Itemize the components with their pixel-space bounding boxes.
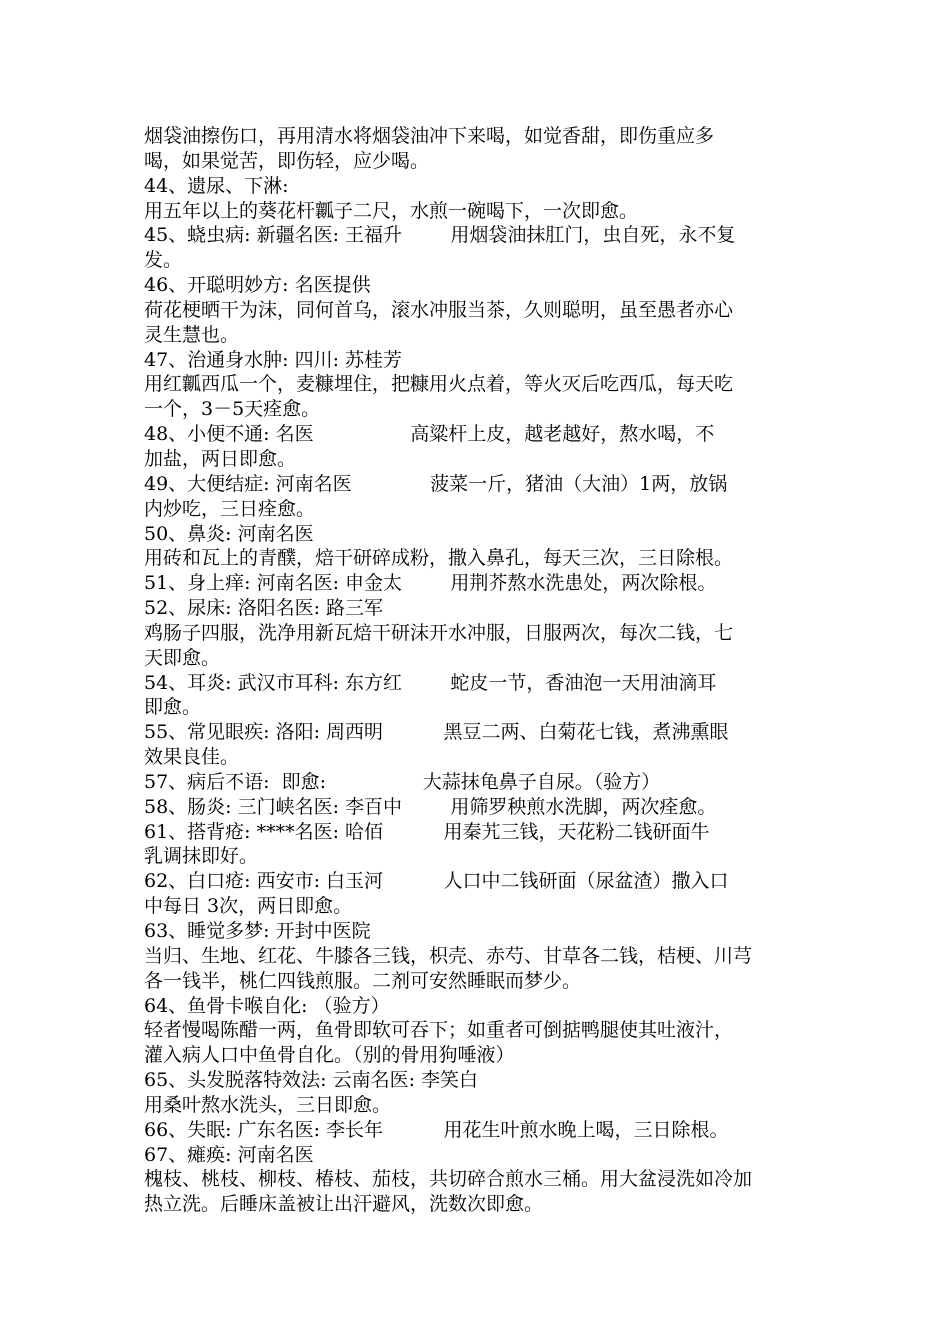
text-line: 各一钱半，桃仁四钱煎服。二剂可安然睡眠而梦少。 <box>144 969 582 992</box>
text-line: 用砖和瓦上的青醭，焙干研碎成粉，撒入鼻孔，每天三次，三日除根。 <box>144 547 734 570</box>
text-line: 61、搭背疮: ****名医: 哈佰 用秦艽三钱，天花粉二钱研面牛 <box>144 820 710 843</box>
text-line: 45、蛲虫病: 新疆名医: 王福升 用烟袋油抹肛门，虫自死，永不复 <box>144 224 736 247</box>
text-line: 中每日 3次，两日即愈。 <box>144 895 353 918</box>
text-line: 44、遗尿、下淋: <box>144 174 289 197</box>
text-line: 一个，3－5天痊愈。 <box>144 398 321 421</box>
text-line: 47、治通身水肿: 四川: 苏桂芳 <box>144 348 403 371</box>
text-line: 乳调抹即好。 <box>144 845 259 868</box>
text-line: 65、头发脱落特效法: 云南名医: 李笑白 <box>144 1069 479 1092</box>
document-text <box>144 124 816 1217</box>
text-line: 灵生慧也。 <box>144 323 240 346</box>
text-line: 天即愈。 <box>144 646 221 669</box>
text-line: 50、鼻炎: 河南名医 <box>144 522 314 545</box>
text-line: 62、白口疮: 西安市: 白玉河 人口中二钱研面（尿盆渣）撒入口 <box>144 870 729 893</box>
text-line: 64、鱼骨卡喉自化: （验方） <box>144 994 390 1017</box>
text-line: 用五年以上的葵花杆瓤子二尺，水煎一碗喝下，一次即愈。 <box>144 199 639 222</box>
text-line: 槐枝、桃枝、柳枝、椿枝、茄枝，共切碎合煎水三桶。用大盆浸洗如冷加 <box>144 1168 753 1191</box>
text-line: 46、开聪明妙方: 名医提供 <box>144 274 371 297</box>
text-line: 57、病后不语: 即愈: 大蒜抹龟鼻子自尿。（验方） <box>144 770 661 793</box>
text-line: 66、失眠: 广东名医: 李长年 用花生叶煎水晚上喝，三日除根。 <box>144 1118 729 1141</box>
text-line: 内炒吃，三日痊愈。 <box>144 497 316 520</box>
text-line: 67、瘫痪: 河南名医 <box>144 1143 314 1166</box>
text-line: 热立洗。后睡床盖被让出汗避风，洗数次即愈。 <box>144 1193 544 1216</box>
text-line: 49、大便结症: 河南名医 菠菜一斤，猪油（大油）1两，放锅 <box>144 472 728 495</box>
text-line: 喝，如果觉苦，即伤轻，应少喝。 <box>144 149 430 172</box>
text-line: 52、尿床: 洛阳名医: 路三军 <box>144 597 384 620</box>
text-line: 用红瓤西瓜一个，麦糠埋住，把糠用火点着，等火灭后吃西瓜，每天吃 <box>144 373 734 396</box>
text-line: 加盐，两日即愈。 <box>144 447 297 470</box>
text-line: 48、小便不通: 名医 高粱杆上皮，越老越好，熬水喝，不 <box>144 423 715 446</box>
text-line: 63、睡觉多梦: 开封中医院 <box>144 920 371 942</box>
text-line: 用桑叶熬水洗头，三日即愈。 <box>144 1093 392 1116</box>
text-line: 效果良佳。 <box>144 746 240 769</box>
text-line: 轻者慢喝陈醋一两，鱼骨即软可吞下；如重者可倒掂鸭腿使其吐液汁， <box>144 1019 734 1042</box>
text-line: 灌入病人口中鱼骨自化。（别的骨用狗唾液） <box>144 1044 515 1067</box>
text-line: 鸡肠子四服，洗净用新瓦焙干研沫开水冲服，日服两次，每次二钱，七 <box>144 621 734 644</box>
text-line: 烟袋油擦伤口，再用清水将烟袋油冲下来喝，如觉香甜，即伤重应多 <box>144 125 715 147</box>
text-line: 54、耳炎: 武汉市耳科: 东方红 蛇皮一节，香油泡一天用油滴耳 <box>144 671 717 694</box>
text-line: 51、身上痒: 河南名医: 申金太 用荆芥熬水洗患处，两次除根。 <box>144 572 717 595</box>
text-line: 荷花梗晒干为沫，同何首乌，滚水冲服当茶，久则聪明，虽至愚者亦心 <box>144 298 734 321</box>
text-line: 58、肠炎: 三门峡名医: 李百中 用筛罗秧煎水洗脚，两次痊愈。 <box>144 795 717 818</box>
text-line: 55、常见眼疾: 洛阳: 周西明 黑豆二两、白菊花七钱，煮沸熏眼 <box>144 721 729 744</box>
text-line: 即愈。 <box>144 696 202 719</box>
text-line: 当归、生地、红花、牛膝各三钱，枳壳、赤芍、甘草各二钱，桔梗、川芎 <box>144 944 753 967</box>
text-line: 发。 <box>144 249 183 272</box>
